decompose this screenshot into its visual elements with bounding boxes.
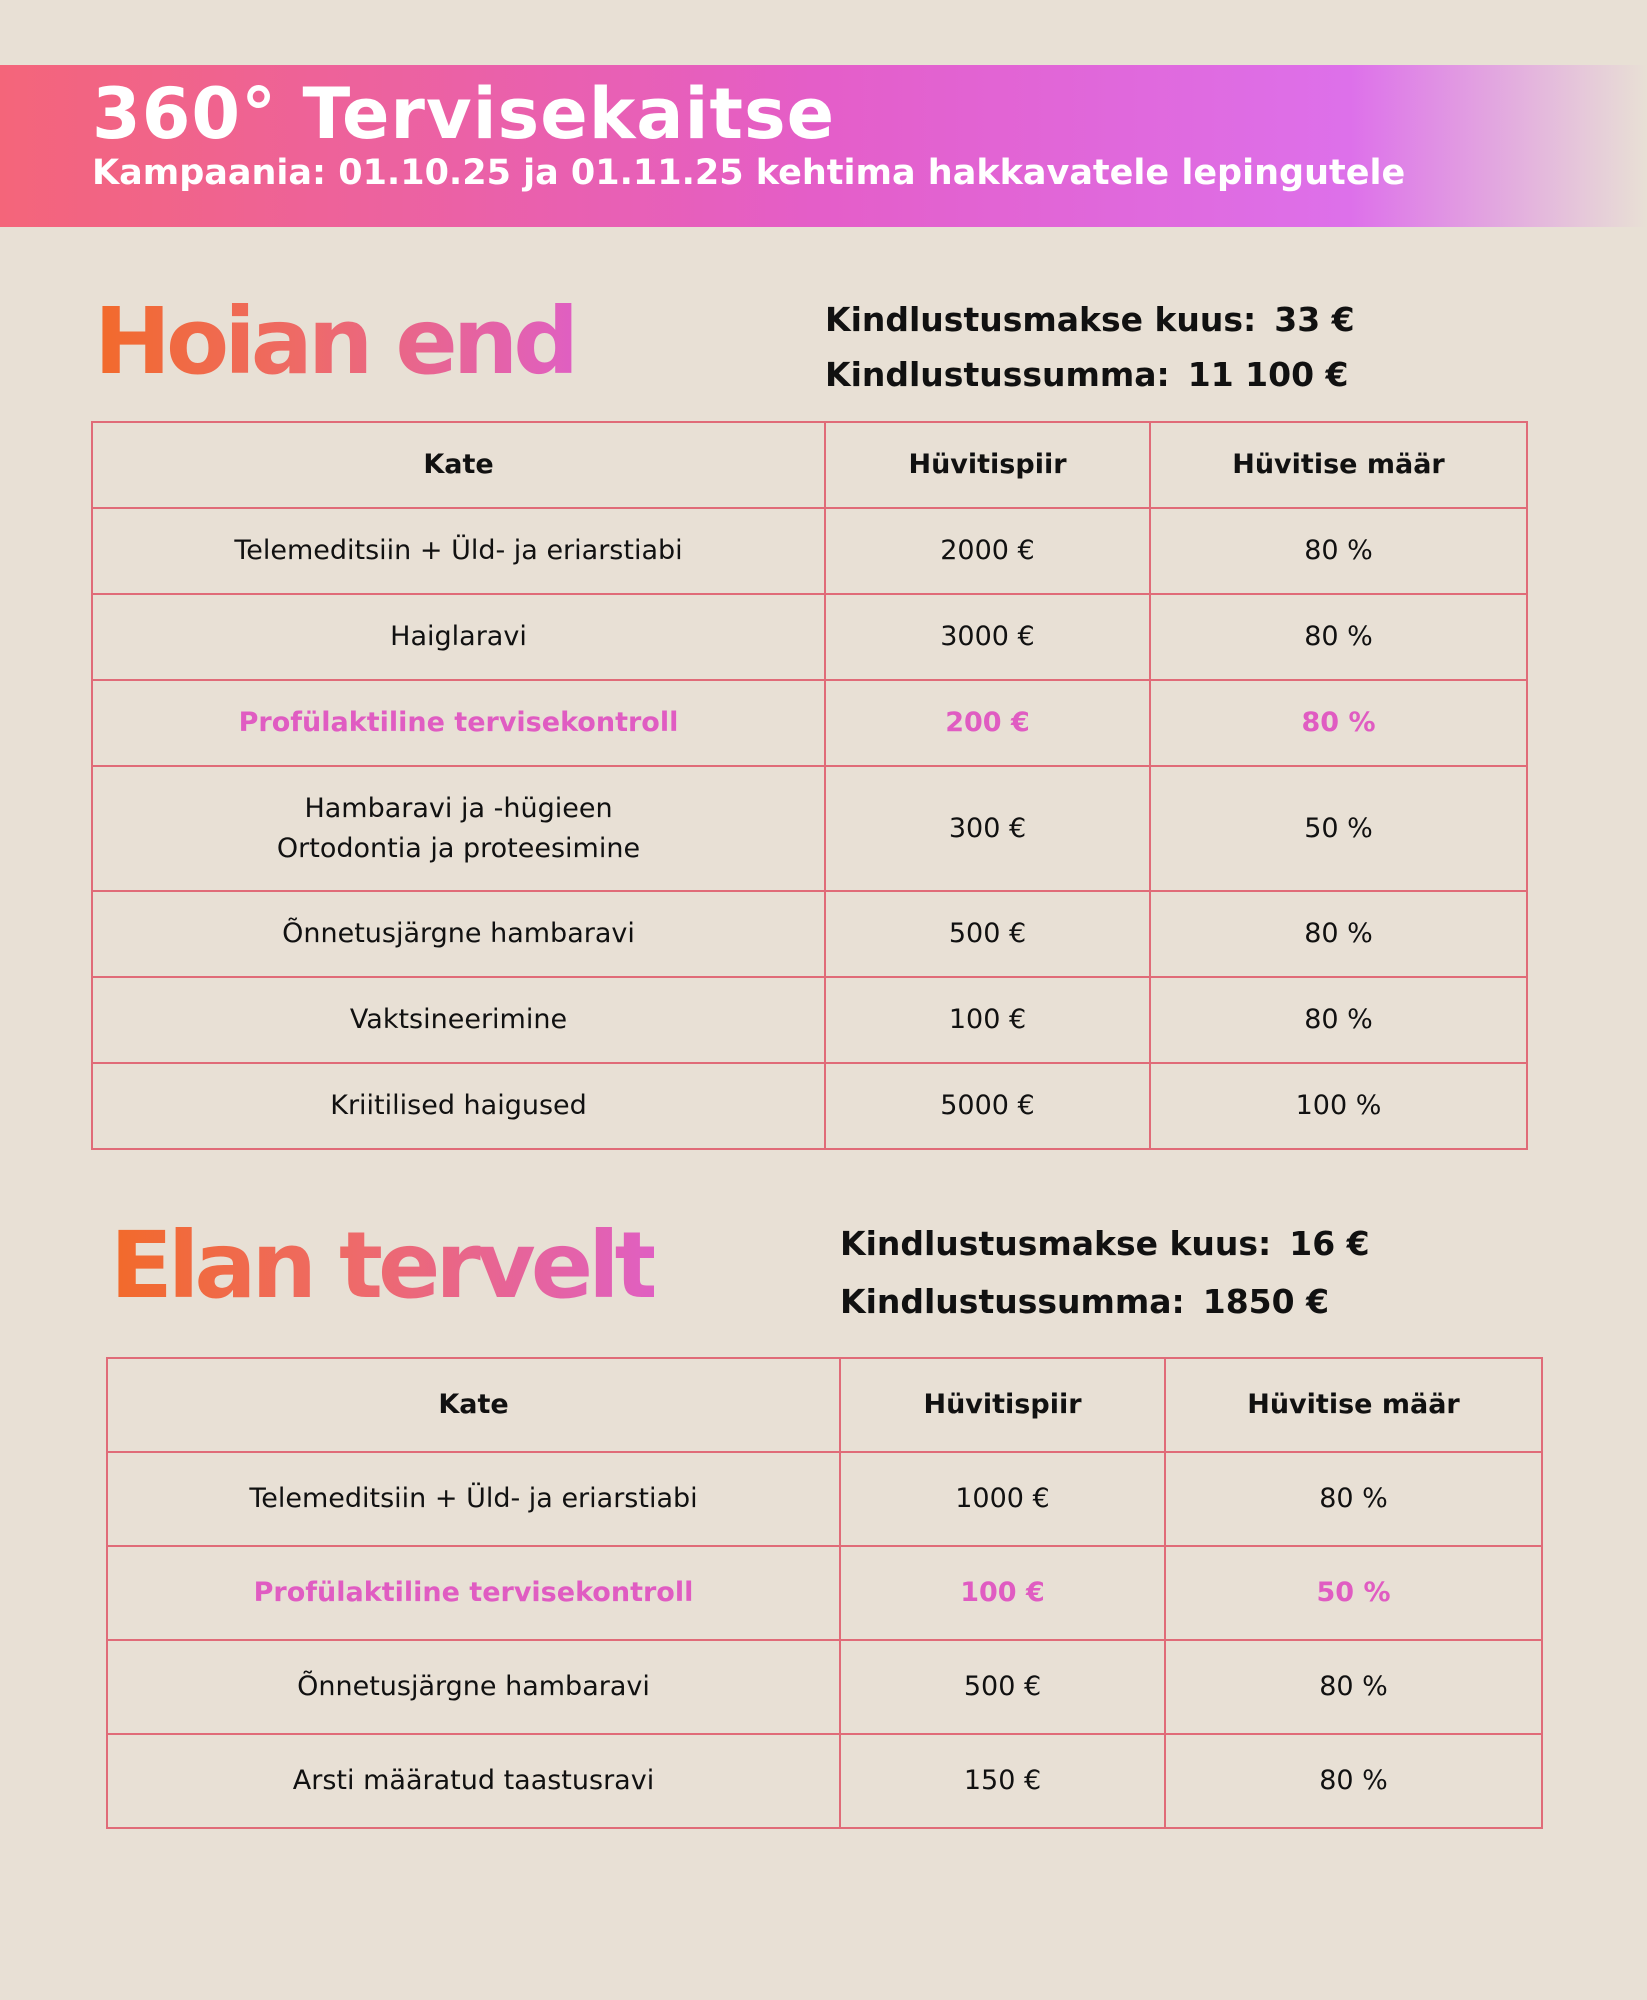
cover-text: Haiglaravi <box>390 621 527 653</box>
cover-cell <box>107 1452 840 1546</box>
cover-text: Hambaravi ja -hügieen <box>304 793 613 825</box>
cover-text: Telemeditsiin + Üld- ja eriarstiabi <box>234 535 683 567</box>
cover-text: Õnnetusjärgne hambaravi <box>297 1671 650 1703</box>
sum-value: 11 100 € <box>1187 355 1349 394</box>
rate-cell: 80 % <box>1150 680 1527 766</box>
cover-cell <box>107 1546 840 1640</box>
cover-cell <box>92 594 825 680</box>
rate-cell: 80 % <box>1165 1452 1542 1546</box>
cover-text: Telemeditsiin + Üld- ja eriarstiabi <box>249 1483 698 1515</box>
limit-cell: 1000 € <box>840 1452 1165 1546</box>
limit-cell: 500 € <box>840 1640 1165 1734</box>
header-banner <box>0 65 1647 227</box>
limit-cell: 3000 € <box>825 594 1150 680</box>
cover-cell <box>92 977 825 1063</box>
column-header-kate: Kate <box>107 1358 840 1452</box>
plan-title-elan-tervelt: Elan tervelt <box>110 1212 654 1319</box>
plan-2-monthly-premium <box>840 1224 1370 1263</box>
table-row <box>107 1452 1542 1546</box>
table-header-row <box>92 422 1527 508</box>
plan-title-hoian-end: Hoian end <box>94 288 575 395</box>
cover-text: Arsti määratud taastusravi <box>292 1765 655 1797</box>
page-title: 360° Tervisekaitse <box>92 73 836 155</box>
limit-cell: 5000 € <box>825 1063 1150 1149</box>
cover-text: Profülaktiline tervisekontroll <box>253 1577 694 1609</box>
cover-text: Kriitilised haigused <box>330 1090 587 1122</box>
column-header-kate: Kate <box>92 422 825 508</box>
table-row <box>92 977 1527 1063</box>
cover-cell <box>107 1640 840 1734</box>
premium-label: Kindlustusmakse kuus: <box>825 300 1257 339</box>
rate-cell: 80 % <box>1150 891 1527 977</box>
limit-cell: 300 € <box>825 766 1150 891</box>
rate-cell: 80 % <box>1165 1734 1542 1828</box>
rate-cell: 80 % <box>1150 508 1527 594</box>
cover-text: Profülaktiline tervisekontroll <box>238 707 679 739</box>
table-row <box>92 766 1527 891</box>
rate-cell: 80 % <box>1165 1640 1542 1734</box>
column-header-huvitispiir: Hüvitispiir <box>825 422 1150 508</box>
limit-cell: 500 € <box>825 891 1150 977</box>
cover-cell <box>92 680 825 766</box>
cover-cell <box>92 891 825 977</box>
sum-label: Kindlustussumma: <box>825 355 1170 394</box>
cover-text: Vaktsineerimine <box>349 1004 568 1036</box>
table-row-highlighted <box>92 680 1527 766</box>
cover-cell <box>92 766 825 891</box>
table-row-highlighted <box>107 1546 1542 1640</box>
limit-cell: 100 € <box>840 1546 1165 1640</box>
rate-cell: 50 % <box>1165 1546 1542 1640</box>
table-row <box>107 1734 1542 1828</box>
coverage-table-elan-tervelt <box>106 1357 1543 1829</box>
plan-1-insured-sum <box>825 355 1349 394</box>
campaign-subtitle: Kampaania: 01.10.25 ja 01.11.25 kehtima hakkavatele lepingutele <box>92 153 1406 193</box>
cover-cell <box>92 1063 825 1149</box>
rate-cell: 50 % <box>1150 766 1527 891</box>
sum-label: Kindlustussumma: <box>840 1282 1185 1321</box>
cover-cell <box>92 508 825 594</box>
rate-cell: 100 % <box>1150 1063 1527 1149</box>
cover-cell <box>107 1734 840 1828</box>
table-row <box>92 508 1527 594</box>
limit-cell: 100 € <box>825 977 1150 1063</box>
premium-value: 33 € <box>1274 300 1355 339</box>
sum-value: 1850 € <box>1202 1282 1330 1321</box>
table-row <box>92 1063 1527 1149</box>
limit-cell: 200 € <box>825 680 1150 766</box>
premium-value: 16 € <box>1289 1224 1370 1263</box>
column-header-huvitise-maar: Hüvitise määr <box>1150 422 1527 508</box>
table-row <box>92 891 1527 977</box>
plan-2-insured-sum <box>840 1282 1330 1321</box>
plan-1-monthly-premium <box>825 300 1355 339</box>
rate-cell: 80 % <box>1150 977 1527 1063</box>
column-header-huvitise-maar: Hüvitise määr <box>1165 1358 1542 1452</box>
table-row <box>92 594 1527 680</box>
table-row <box>107 1640 1542 1734</box>
rate-cell: 80 % <box>1150 594 1527 680</box>
cover-text: Ortodontia ja proteesimine <box>276 832 641 864</box>
table-header-row <box>107 1358 1542 1452</box>
column-header-huvitispiir: Hüvitispiir <box>840 1358 1165 1452</box>
cover-text: Õnnetusjärgne hambaravi <box>282 918 635 950</box>
premium-label: Kindlustusmakse kuus: <box>840 1224 1272 1263</box>
limit-cell: 150 € <box>840 1734 1165 1828</box>
limit-cell: 2000 € <box>825 508 1150 594</box>
coverage-table-hoian-end <box>91 421 1528 1150</box>
